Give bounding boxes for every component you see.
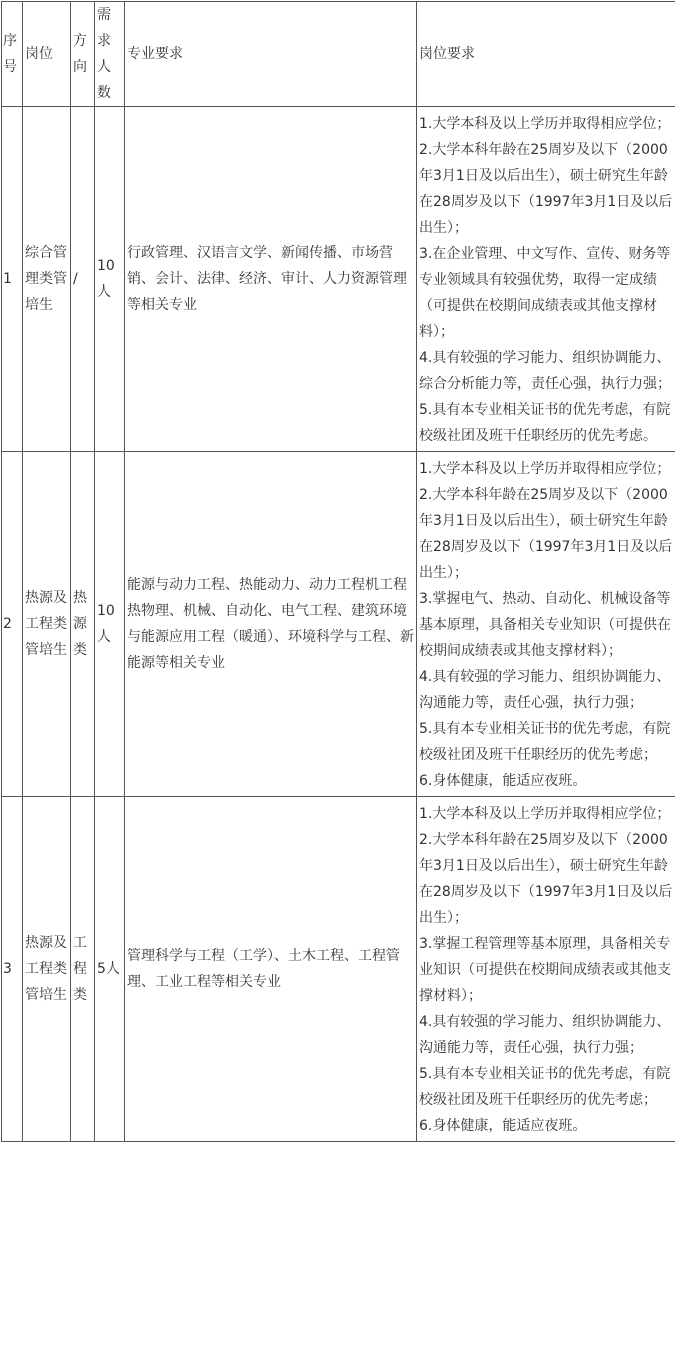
row-major: 行政管理、汉语言文学、新闻传播、市场营销、会计、法律、经济、审计、人力资源管理等相关专业 xyxy=(125,107,417,452)
requirement-item: 5.具有本专业相关证书的优先考虑，有院校级社团及班干任职经历的优先考虑； xyxy=(419,716,673,768)
row-requirements xyxy=(417,797,675,1142)
header-requirements: 岗位要求 xyxy=(417,2,675,107)
table-row xyxy=(2,452,675,797)
row-major: 能源与动力工程、热能动力、动力工程机工程热物理、机械、自动化、电气工程、建筑环境与能源应用工程（暖通）、环境科学与工程、新能源等相关专业 xyxy=(125,452,417,797)
row-major: 管理科学与工程（工学）、土木工程、工程管理、工业工程等相关专业 xyxy=(125,797,417,1142)
requirement-item: 5.具有本专业相关证书的优先考虑，有院校级社团及班干任职经历的优先考虑； xyxy=(419,1061,673,1113)
row-index: 3 xyxy=(2,797,23,1142)
requirement-item: 6.身体健康，能适应夜班。 xyxy=(419,1113,673,1139)
row-position: 综合管理类管培生 xyxy=(23,107,71,452)
row-requirements xyxy=(417,107,675,452)
row-index: 2 xyxy=(2,452,23,797)
table-row xyxy=(2,107,675,452)
row-count: 10人 xyxy=(95,452,125,797)
requirement-item: 3.在企业管理、中文写作、宣传、财务等专业领域具有较强优势，取得一定成绩（可提供在校期间成绩表或其他支撑材料）； xyxy=(419,241,673,345)
row-position: 热源及工程类管培生 xyxy=(23,452,71,797)
requirement-item: 3.掌握电气、热动、自动化、机械设备等基本原理，具备相关专业知识（可提供在校期间成绩表或其他支撑材料）； xyxy=(419,586,673,664)
row-direction: 工程类 xyxy=(71,797,95,1142)
requirement-item: 4.具有较强的学习能力、组织协调能力、综合分析能力等，责任心强，执行力强； xyxy=(419,345,673,397)
row-index: 1 xyxy=(2,107,23,452)
requirement-item: 4.具有较强的学习能力、组织协调能力、沟通能力等，责任心强，执行力强； xyxy=(419,1009,673,1061)
recruitment-table xyxy=(1,1,675,1142)
requirement-item: 1.大学本科及以上学历并取得相应学位； xyxy=(419,456,673,482)
header-position: 岗位 xyxy=(23,2,71,107)
requirement-item: 2.大学本科年龄在25周岁及以下（2000年3月1日及以后出生），硕士研究生年龄在28周岁及以下（1997年3月1日及以后出生）； xyxy=(419,482,673,586)
row-count: 10人 xyxy=(95,107,125,452)
header-count: 需求人数 xyxy=(95,2,125,107)
header-major: 专业要求 xyxy=(125,2,417,107)
requirement-item: 6.身体健康，能适应夜班。 xyxy=(419,768,673,794)
requirement-item: 3.掌握工程管理等基本原理，具备相关专业知识（可提供在校期间成绩表或其他支撑材料）； xyxy=(419,931,673,1009)
row-requirements xyxy=(417,452,675,797)
requirement-item: 2.大学本科年龄在25周岁及以下（2000年3月1日及以后出生），硕士研究生年龄在28周岁及以下（1997年3月1日及以后出生）； xyxy=(419,827,673,931)
header-direction: 方向 xyxy=(71,2,95,107)
row-count: 5人 xyxy=(95,797,125,1142)
requirement-item: 1.大学本科及以上学历并取得相应学位； xyxy=(419,801,673,827)
row-direction: 热源类 xyxy=(71,452,95,797)
requirement-item: 5.具有本专业相关证书的优先考虑，有院校级社团及班干任职经历的优先考虑。 xyxy=(419,397,673,449)
requirement-item: 4.具有较强的学习能力、组织协调能力、沟通能力等，责任心强，执行力强； xyxy=(419,664,673,716)
table-header-row xyxy=(2,2,675,107)
header-index: 序号 xyxy=(2,2,23,107)
requirement-item: 1.大学本科及以上学历并取得相应学位； xyxy=(419,111,673,137)
table-row xyxy=(2,797,675,1142)
requirement-item: 2.大学本科年龄在25周岁及以下（2000年3月1日及以后出生），硕士研究生年龄在28周岁及以下（1997年3月1日及以后出生）； xyxy=(419,137,673,241)
row-direction: / xyxy=(71,107,95,452)
row-position: 热源及工程类管培生 xyxy=(23,797,71,1142)
